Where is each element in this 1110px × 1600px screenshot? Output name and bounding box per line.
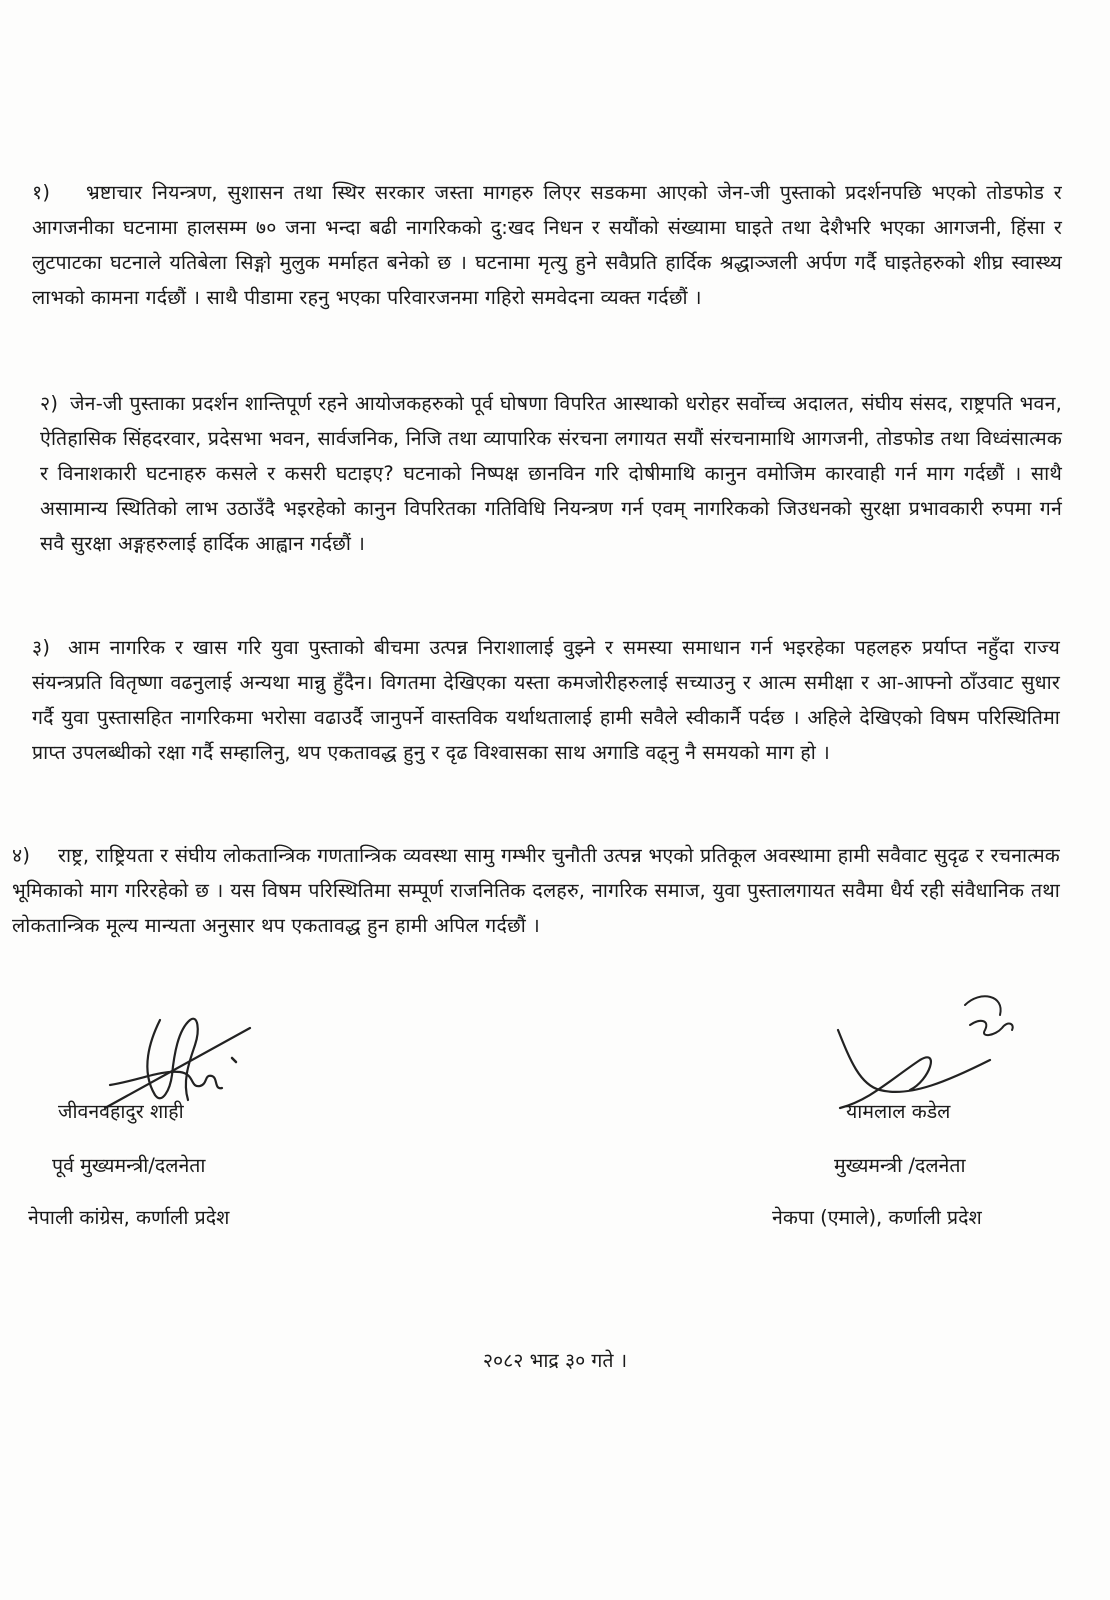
- signature-left-icon: [100, 1000, 260, 1115]
- paragraph-text: भ्रष्टाचार नियन्त्रण, सुशासन तथा स्थिर सरकार जस्ता मागहरु लिएर सडकमा आएको जेन-जी पुस्ताको प्रदर्शनपछि भएको तोडफोड र आगजनीका घटनामा हालसम्म ७० जना भन्दा बढी नागरिकको दु:खद निधन र सयौंको संख्यामा घाइते तथा देशैभरि भएका आगजनी, हिंसा र लुटपाटका घटनाले यतिबेला सिङ्गो मुलुक मर्माहत बनेको छ । घटनामा मृत्यु हुने सवैप्रति हार्दिक श्रद्धाञ्जली अर्पण गर्दै घाइतेहरुको शीघ्र स्वास्थ्य लाभको कामना गर्दछौं । साथै पीडामा रहनु भएका परिवारजनमा गहिरो समवेदना व्यक्त गर्दछौं ।: [32, 181, 1062, 309]
- signatory-party-left: नेपाली कांग्रेस, कर्णाली प्रदेश: [28, 1206, 230, 1229]
- document-date: २०८२ भाद्र ३० गते ।: [482, 1349, 628, 1372]
- signatory-title-left: पूर्व मुख्यमन्त्री/दलनेता: [52, 1154, 206, 1177]
- paragraph-text: राष्ट्र, राष्ट्रियता र संघीय लोकतान्त्रिक गणतान्त्रिक व्यवस्था सामु गम्भीर चुनौती उत्पन्न भएको प्रतिकूल अवस्थामा हामी सवैवाट सुदृढ र रचनात्मक भूमिकाको माग गरिरहेको छ । यस विषम परिस्थितिमा सम्पूर्ण राजनितिक दलहरु, नागरिक समाज, युवा पुस्तालगायत सवैमा धैर्य रही संवैधानिक तथा लोकतान्त्रिक मूल्य मान्यता अनुसार थप एकतावद्ध हुन हामी अपिल गर्दछौं ।: [12, 844, 1060, 937]
- paragraph-4: [12, 838, 1060, 943]
- paragraph-1: [32, 175, 1062, 315]
- signatory-name-left: जीवनवहादुर शाही: [58, 1100, 184, 1123]
- signatory-title-right: मुख्यमन्त्री /दलनेता: [834, 1154, 966, 1177]
- paragraph-2: [40, 386, 1062, 561]
- paragraph-3: [32, 630, 1060, 770]
- paragraph-text: जेन-जी पुस्ताका प्रदर्शन शान्तिपूर्ण रहने आयोजकहरुको पूर्व घोषणा विपरित आस्थाको धरोहर सर्वोच्च अदालत, संघीय संसद, राष्ट्रपति भवन, ऐतिहासिक सिंहदरवार, प्रदेसभा भवन, सार्वजनिक, निजि तथा व्यापारिक संरचना लगायत सयौं संरचनामाथि आगजनी, तोडफोड तथा विध्वंसात्मक र विनाशकारी घटनाहरु कसले र कसरी घटाइए? घटनाको निष्पक्ष छानविन गरि दोषीमाथि कानुन वमोजिम कारवाही गर्न माग गर्दछौं । साथै असामान्य स्थितिको लाभ उठाउँदै भइरहेको कानुन विपरितका गतिविधि नियन्त्रण गर्न एवम् नागरिकको जिउधनको सुरक्षा प्रभावकारी रुपमा गर्न सवै सुरक्षा अङ्गहरुलाई हार्दिक आह्वान गर्दछौं ।: [40, 392, 1062, 555]
- signatory-party-right: नेकपा (एमाले), कर्णाली प्रदेश: [772, 1206, 982, 1229]
- paragraph-number: ४): [12, 844, 31, 867]
- paragraph-number: २): [40, 392, 59, 415]
- paragraph-text: आम नागरिक र खास गरि युवा पुस्ताको बीचमा उत्पन्न निराशालाई वुझ्ने र समस्या समाधान गर्न भइरहेका पहलहरु प्रर्याप्त नहुँदा राज्य संयन्त्रप्रति वितृष्णा वढनुलाई अन्यथा मान्नु हुँदैन। विगतमा देखिएका यस्ता कमजोरीहरुलाई सच्याउनु र आत्म समीक्षा र आ-आफ्नो ठाँउवाट सुधार गर्दै युवा पुस्तासहित नागरिकमा भरोसा वढाउर्दै जानुपर्ने वास्तविक यर्थाथतालाई हामी सवैले स्वीकार्नै पर्दछ । अहिले देखिएको विषम परिस्थितिमा प्राप्त उपलब्धीको रक्षा गर्दै सम्हालिनु, थप एकतावद्ध हुनु र दृढ विश्वासका साथ अगाडि वढ्नु नै समयको माग हो ।: [32, 636, 1060, 764]
- paragraph-number: ३): [32, 636, 51, 659]
- signatory-name-right: यामलाल कडेल: [846, 1100, 951, 1123]
- paragraph-number: १): [32, 181, 51, 204]
